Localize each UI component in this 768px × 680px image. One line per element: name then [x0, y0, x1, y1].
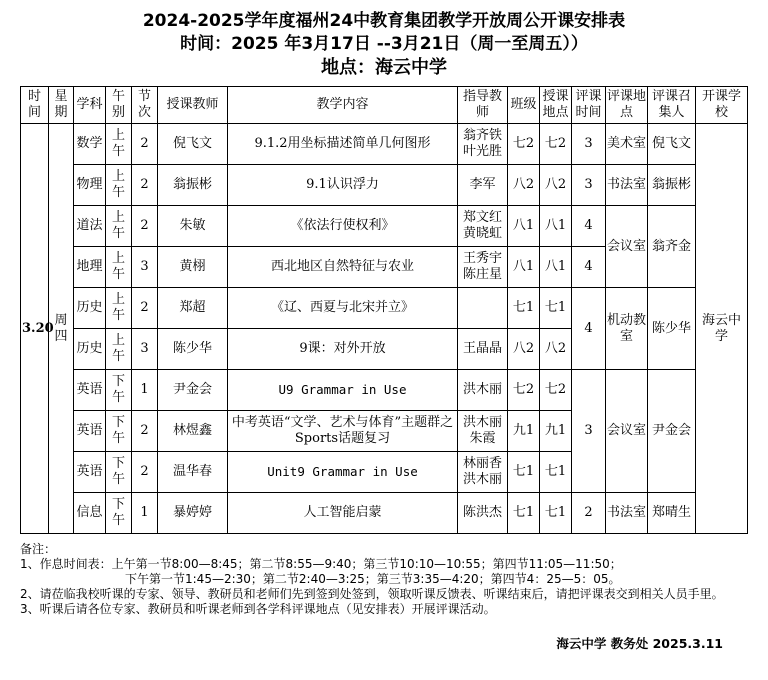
footer-signature: 海云中学 教务处 2025.3.11 [556, 636, 723, 651]
col-header-school: 开课学校 [696, 87, 748, 124]
table-row [21, 493, 748, 534]
col-header-weekday: 星期 [49, 87, 74, 124]
period-cell: 下午 [106, 370, 132, 411]
teacher-cell: 暴婷婷 [158, 493, 228, 534]
teacher-cell: 温华春 [158, 452, 228, 493]
location-cell: 七1 [540, 288, 572, 329]
convener-cell: 倪飞文 [648, 124, 696, 165]
location-line: 地点：海云中学 [321, 57, 447, 78]
advisor-cell: 洪木丽 [458, 370, 508, 411]
period-cell: 上午 [106, 288, 132, 329]
teacher-cell: 朱敏 [158, 206, 228, 247]
content-cell: 中考英语“文学、艺术与体育”主题群之Sports话题复习 [228, 411, 458, 452]
schedule-table [20, 86, 748, 534]
class-cell: 七2 [508, 124, 540, 165]
advisor-cell: 洪木丽朱霞 [458, 411, 508, 452]
lesson-cell: 2 [132, 452, 158, 493]
lesson-cell: 2 [132, 206, 158, 247]
period-cell: 下午 [106, 493, 132, 534]
lesson-cell: 1 [132, 370, 158, 411]
content-cell: 《依法行使权利》 [228, 206, 458, 247]
note-evaluation: 3、听课后请各位专家、教研员和听课老师到各学科评课地点（见安排表）开展评课活动。 [20, 602, 496, 616]
school-cell: 海云中学 [696, 124, 748, 534]
eval-time-cell: 4 [572, 288, 606, 370]
teacher-cell: 郑超 [158, 288, 228, 329]
convener-cell: 翁齐金 [648, 206, 696, 288]
content-cell: U9 Grammar in Use [228, 370, 458, 411]
eval-time-cell: 2 [572, 493, 606, 534]
weekday-cell: 周四 [49, 124, 74, 534]
location-cell: 九1 [540, 411, 572, 452]
location-cell: 八2 [540, 165, 572, 206]
col-header-location: 授课地点 [540, 87, 572, 124]
date-cell: 3.20 [21, 124, 49, 534]
note-schedule-afternoon: 下午第一节1:45—2:30；第二节2:40—3:25；第三节3:35—4:20；第四节4：25—5：05。 [125, 572, 621, 586]
location-cell: 八1 [540, 206, 572, 247]
advisor-cell [458, 288, 508, 329]
content-cell: 西北地区自然特征与农业 [228, 247, 458, 288]
col-header-content: 教学内容 [228, 87, 458, 124]
content-cell: 9课：对外开放 [228, 329, 458, 370]
col-header-eval-time: 评课时间 [572, 87, 606, 124]
content-cell: Unit9 Grammar in Use [228, 452, 458, 493]
advisor-cell: 李军 [458, 165, 508, 206]
class-cell: 七2 [508, 370, 540, 411]
eval-place-cell: 书法室 [606, 493, 648, 534]
advisor-cell: 陈洪杰 [458, 493, 508, 534]
table-row [21, 288, 748, 329]
location-cell: 七1 [540, 493, 572, 534]
teacher-cell: 陈少华 [158, 329, 228, 370]
convener-cell: 尹金会 [648, 370, 696, 493]
teacher-cell: 尹金会 [158, 370, 228, 411]
subject-cell: 英语 [74, 411, 106, 452]
period-cell: 下午 [106, 411, 132, 452]
eval-time-cell: 4 [572, 247, 606, 288]
period-cell: 上午 [106, 124, 132, 165]
teacher-cell: 黄栩 [158, 247, 228, 288]
subject-cell: 历史 [74, 288, 106, 329]
table-row [21, 165, 748, 206]
subject-cell: 历史 [74, 329, 106, 370]
location-cell: 七1 [540, 452, 572, 493]
class-cell: 七1 [508, 288, 540, 329]
content-cell: 9.1.2用坐标描述简单几何图形 [228, 124, 458, 165]
period-cell: 上午 [106, 247, 132, 288]
subject-cell: 地理 [74, 247, 106, 288]
class-cell: 八1 [508, 206, 540, 247]
col-header-teacher: 授课教师 [158, 87, 228, 124]
location-cell: 八1 [540, 247, 572, 288]
eval-place-cell: 会议室 [606, 206, 648, 288]
lesson-cell: 2 [132, 288, 158, 329]
col-header-time: 时间 [21, 87, 49, 124]
page-title: 2024-2025学年度福州24中教育集团教学开放周公开课安排表 [142, 11, 626, 31]
eval-place-cell: 美术室 [606, 124, 648, 165]
notes-section [20, 542, 750, 617]
col-header-eval-place: 评课地点 [606, 87, 648, 124]
subject-cell: 物理 [74, 165, 106, 206]
eval-place-cell: 机动教室 [606, 288, 648, 370]
period-cell: 上午 [106, 206, 132, 247]
class-cell: 七1 [508, 452, 540, 493]
lesson-cell: 2 [132, 411, 158, 452]
table-row [21, 124, 748, 165]
lesson-cell: 2 [132, 124, 158, 165]
note-sign-in: 2、请莅临我校听课的专家、领导、教研员和老师们先到签到处签到，领取听课反馈表、听课结束后，请把评课表交到相关人员手里。 [20, 587, 724, 601]
note-schedule-morning: 1、作息时间表：上午第一节8:00—8:45；第二节8:55—9:40；第三节10:10—10:55；第四节11:05—11:50； [20, 557, 622, 571]
class-cell: 九1 [508, 411, 540, 452]
class-cell: 八2 [508, 165, 540, 206]
col-header-period: 午别 [106, 87, 132, 124]
eval-time-cell: 3 [572, 370, 606, 493]
convener-cell: 郑晴生 [648, 493, 696, 534]
location-cell: 七2 [540, 124, 572, 165]
col-header-convener: 评课召集人 [648, 87, 696, 124]
header-row [21, 87, 748, 124]
content-cell: 《辽、西夏与北宋并立》 [228, 288, 458, 329]
teacher-cell: 翁振彬 [158, 165, 228, 206]
class-cell: 八2 [508, 329, 540, 370]
teacher-cell: 倪飞文 [158, 124, 228, 165]
advisor-cell: 林丽香洪木丽 [458, 452, 508, 493]
subject-cell: 英语 [74, 370, 106, 411]
period-cell: 下午 [106, 452, 132, 493]
subject-cell: 信息 [74, 493, 106, 534]
class-cell: 八1 [508, 247, 540, 288]
period-cell: 上午 [106, 165, 132, 206]
class-cell: 七1 [508, 493, 540, 534]
advisor-cell: 王晶晶 [458, 329, 508, 370]
subject-cell: 数学 [74, 124, 106, 165]
lesson-cell: 3 [132, 329, 158, 370]
advisor-cell: 翁齐铁叶光胜 [458, 124, 508, 165]
table-row [21, 206, 748, 247]
convener-cell: 陈少华 [648, 288, 696, 370]
lesson-cell: 1 [132, 493, 158, 534]
advisor-cell: 郑文红黄晓虹 [458, 206, 508, 247]
content-cell: 9.1认识浮力 [228, 165, 458, 206]
notes-heading: 备注： [20, 542, 57, 556]
eval-time-cell: 3 [572, 124, 606, 165]
lesson-cell: 3 [132, 247, 158, 288]
col-header-subject: 学科 [74, 87, 106, 124]
time-range: 时间：2025 年3月17日 --3月21日（周一至周五）） [180, 34, 588, 54]
advisor-cell: 王秀宇陈庄星 [458, 247, 508, 288]
eval-place-cell: 会议室 [606, 370, 648, 493]
subject-cell: 道法 [74, 206, 106, 247]
location-cell: 八2 [540, 329, 572, 370]
location-cell: 七2 [540, 370, 572, 411]
table-row [21, 370, 748, 411]
content-cell: 人工智能启蒙 [228, 493, 458, 534]
eval-place-cell: 书法室 [606, 165, 648, 206]
col-header-advisor: 指导教师 [458, 87, 508, 124]
teacher-cell: 林煜鑫 [158, 411, 228, 452]
period-cell: 上午 [106, 329, 132, 370]
convener-cell: 翁振彬 [648, 165, 696, 206]
eval-time-cell: 3 [572, 165, 606, 206]
subject-cell: 英语 [74, 452, 106, 493]
lesson-cell: 2 [132, 165, 158, 206]
col-header-class: 班级 [508, 87, 540, 124]
eval-time-cell: 4 [572, 206, 606, 247]
col-header-lesson: 节次 [132, 87, 158, 124]
